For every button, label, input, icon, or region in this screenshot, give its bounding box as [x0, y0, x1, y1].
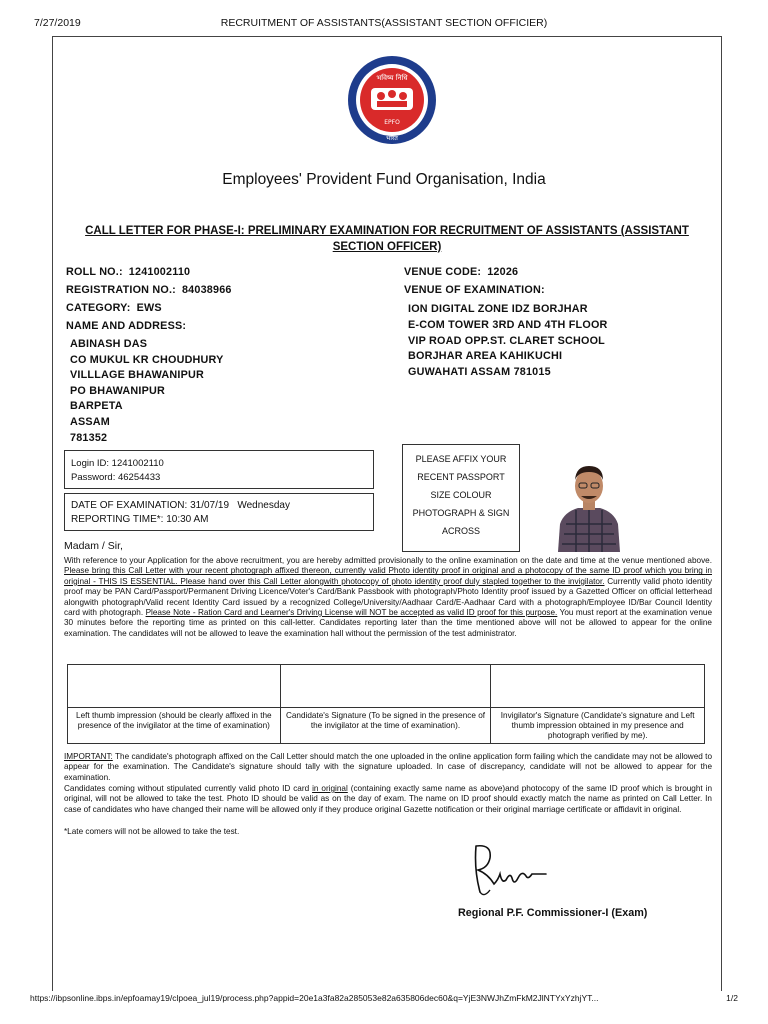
para-text: With reference to your Application for the above recruitment, you are hereby admitted provisionally to the online examination on the date and time at the venue mentioned above. — [64, 556, 712, 565]
thumb-impression-cell — [68, 665, 281, 708]
print-date: 7/27/2019 — [34, 17, 81, 29]
login-box — [64, 450, 374, 489]
address-line: VILLLAGE BHAWANIPUR — [70, 369, 204, 382]
address-line: ASSAM — [70, 415, 110, 428]
para-text: Currently valid photo identity proof may be PAN Card/Passport/Permanent Driving Licence/Voter's Card/Bank Passbook with photograph/Photo Identity proof issued by a Gazetted Officer on official letterhead alongwith photograph/Valid recent Identity Card issued by a recognized College/University/Aadhaar Card/E-Aadhaar Card with a photograph/Employee ID/Bar Council Identity card with photograph. — [64, 576, 712, 618]
venue-line: GUWAHATI ASSAM 781015 — [408, 366, 551, 379]
roll-value: 1241002110 — [128, 266, 191, 278]
logo-hindi-text: भविष्य निधि — [376, 74, 408, 82]
id-note-underlined: in original — [312, 784, 348, 793]
invigilator-signature-cell — [491, 665, 705, 708]
address-line: PO BHAWANIPUR — [70, 384, 165, 397]
signature-table — [67, 664, 705, 744]
reg-value: 84038966 — [181, 284, 232, 296]
venue-address — [408, 302, 608, 381]
address-line: CO MUKUL KR CHOUDHURY — [70, 353, 224, 366]
photo-box-line: ACROSS — [441, 526, 480, 536]
venue-line: VIP ROAD OPP.ST. CLARET SCHOOL — [408, 334, 605, 347]
important-note — [64, 752, 712, 783]
reg-label: REGISTRATION NO.: — [66, 284, 176, 296]
call-letter-title: CALL LETTER FOR PHASE-I: PRELIMINARY EXAMINATION FOR RECRUITMENT OF ASSISTANTS (ASSISTANT SECTION OFFICER) — [85, 225, 689, 253]
venue-code-label: VENUE CODE: — [404, 266, 482, 278]
print-footer — [30, 993, 738, 1003]
logo-caption: EPFO — [384, 119, 400, 126]
venue-line: BORJHAR AREA KAHIKUCHI — [408, 350, 563, 363]
commissioner-signature — [470, 840, 550, 900]
logo-motto: भारत — [386, 135, 398, 142]
epfo-logo — [341, 54, 444, 149]
organisation-name: Employees' Provident Fund Organisation, India — [222, 171, 546, 188]
id-proof-note — [64, 784, 712, 815]
candidate-address — [70, 337, 224, 446]
instructions-paragraph — [64, 556, 712, 639]
candidate-signature-label: Candidate's Signature (To be signed in the presence of the invigilator at the time of examination). — [280, 708, 491, 744]
venue-line: E-COM TOWER 3RD AND 4TH FLOOR — [408, 318, 608, 331]
reporting-time: REPORTING TIME*: 10:30 AM — [71, 514, 209, 525]
exam-schedule-box — [64, 493, 374, 531]
id-note-text: Candidates coming without stipulated currently valid photo ID card — [64, 784, 313, 793]
exam-date: DATE OF EXAMINATION: 31/07/19 Wednesday — [71, 500, 290, 511]
invigilator-signature-label: Invigilator's Signature (Candidate's signature and Left thumb impression obtained in my presence and photograph verified by me). — [491, 708, 705, 744]
registration-no — [66, 284, 232, 296]
login-id: Login ID: 1241002110 — [71, 458, 164, 469]
password: Password: 46254433 — [71, 472, 161, 483]
address-line: BARPETA — [70, 400, 123, 413]
roll-label: ROLL NO.: — [66, 266, 123, 278]
photo-box-line: PLEASE AFFIX YOUR — [415, 454, 507, 464]
venue-code-value: 12026 — [487, 266, 519, 278]
roll-no — [66, 266, 190, 278]
address-line: ABINASH DAS — [70, 338, 148, 350]
important-label: IMPORTANT: — [64, 752, 113, 761]
venue-code — [404, 266, 518, 278]
venue-of-exam-label: VENUE OF EXAMINATION: — [404, 284, 545, 296]
candidate-photo — [556, 454, 622, 552]
thumb-impression-label: Left thumb impression (should be clearly affixed in the presence of the invigilator at the time of examination) — [68, 708, 281, 744]
id-note-text: (containing exactly same name as above)and photocopy of the same ID proof which is brought in original, will not be allowed to take the test. Photo ID should be valid as on the day of exam. The name on ID proof should exactly match the name as printed on Call Letter. In case of candidates who have changed their name will be allowed only if they produce original Gazette notification or their original marriage certificate or affidavit in original. — [64, 784, 712, 814]
para-underlined-text: Please Note - Ration Card and Learner's Driving License will NOT be accepted as valid ID proof for this purpose. — [145, 608, 558, 618]
photo-box-line: SIZE COLOUR — [430, 490, 492, 500]
photo-box-line: RECENT PASSPORT — [417, 472, 505, 482]
name-address-label: NAME AND ADDRESS: — [66, 320, 187, 332]
address-line: 781352 — [70, 431, 108, 444]
footer-url: https://ibpsonline.ibps.in/epfoamay19/clpoea_jul19/process.php?appid=20e1a3fa82a285053e82a635806dec60&q=YjE3NWJhZmFkM2JlNTYxYzhjYT... — [30, 993, 599, 1003]
para-text: You must report at the examination venue 30 minutes before the reporting time as printed on this call-letter. Candidates reporting later than the time mentioned above will not be allowed to appear for the online examination. The candidates will not be allowed to leave the examination hall without the permission of the test administrator. — [64, 608, 713, 638]
late-comers-note: *Late comers will not be allowed to take the test. — [64, 827, 240, 836]
salutation: Madam / Sir, — [64, 540, 123, 552]
footer-page-number: 1/2 — [726, 993, 738, 1003]
photo-instruction-box — [402, 444, 520, 552]
category-value: EWS — [136, 302, 162, 314]
venue-line: ION DIGITAL ZONE IDZ BORJHAR — [408, 303, 588, 315]
print-title: RECRUITMENT OF ASSISTANTS(ASSISTANT SECTION OFFICIER) — [220, 17, 548, 29]
candidate-signature-cell — [280, 665, 491, 708]
important-text: The candidate's photograph affixed on the Call Letter should match the one uploaded in the online application form failing which the candidate may not be allowed to appear for the examination. The Candidate's signature should tally with the signature uploaded. In case of discrepancy, candidate will not be allowed to appear for the examination. — [64, 752, 712, 782]
photo-box-line: PHOTOGRAPH & SIGN — [412, 508, 510, 518]
category-label: CATEGORY: — [66, 302, 131, 314]
category — [66, 302, 162, 314]
para-underlined-text: Please bring this Call Letter with your recent photograph affixed thereon, currently valid Photo identity proof in original and a photocopy of the same ID proof which you bring in original - THIS IS ESSENTIAL. Please hand over this Call Letter alongwith photocopy of photo identity proof duly stapled together to the invigilator. — [64, 566, 712, 586]
signatory-title: Regional P.F. Commissioner-I (Exam) — [458, 907, 648, 919]
